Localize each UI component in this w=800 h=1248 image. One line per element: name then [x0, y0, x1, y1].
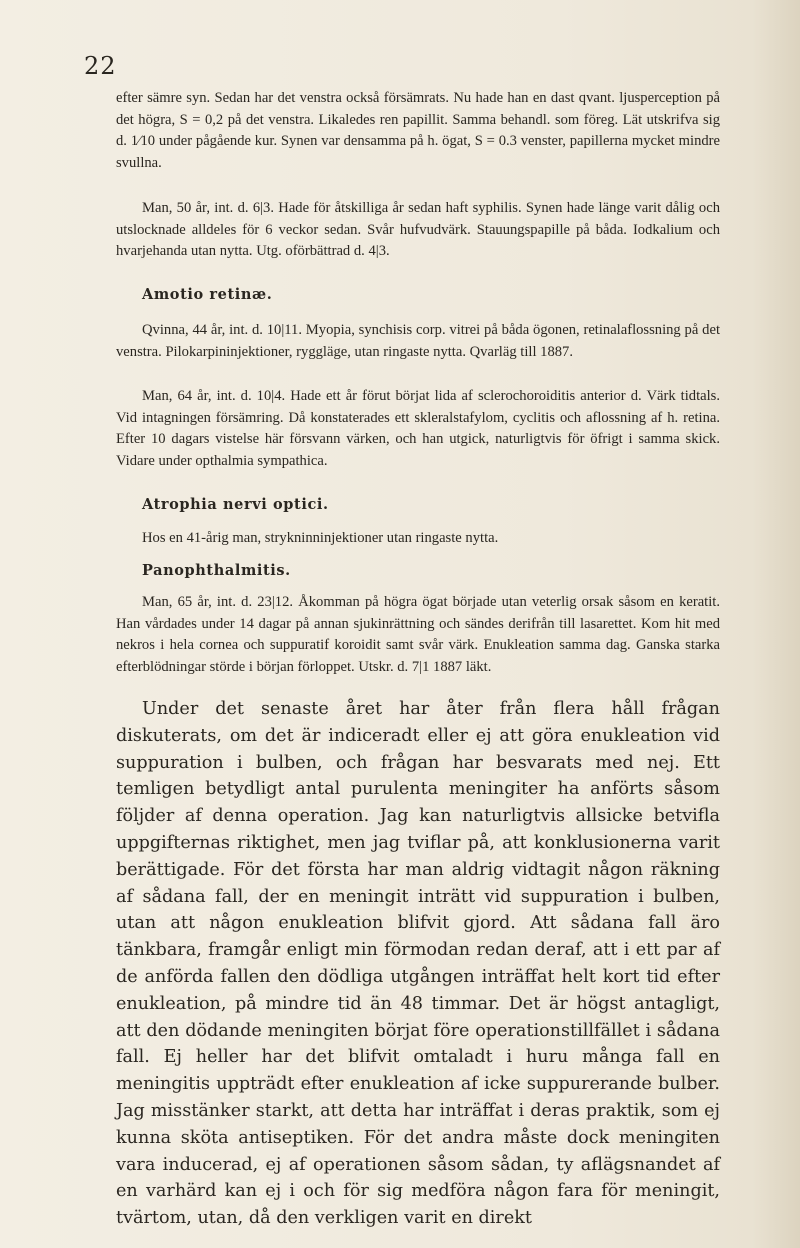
paragraph-case-papillitis: efter sämre syn. Sedan har det venstra också försämrats. Nu hade han en dast qvant. ljusperception på det högra, S = 0,2 på det venstra. Likaledes ren papillit. Samma behandl. som föreg. Lät utskrifva sig d. 1⁄10 under pågående kur. Synen var densamma på h. ögat, S = 0.3 venster, papillerna mycket mindre svullna. — [116, 90, 720, 171]
paragraph-discussion-enukleation: Under det senaste året har åter från flera håll frågan diskuterats, om det är indiceradt eller ej att göra enukleation vid suppuration i bulben, och frågan har besvarats med nej. Ett temligen betydligt antal purulenta meningiter ha anförts såsom följder af denna operation. Jag kan naturligtvis allsicke betvifla uppgifternas riktighet, men jag tviflar på, att konklusionerna varit berättigade. För det första har man aldrig vidtagit någon räkning af sådana fall, der en meningit inträtt vid suppuration i bulben, utan att någon enukleation blifvit gjord. Att sådana fall äro tänkbara, framgår enligt min förmodan redan deraf, att i ett par af de anförda fallen den dödliga utgången inträffat helt kort tid efter enukleation, på mindre tid än 48 timmar. Det är högst antagligt, att den dödande meningiten börjat före operationstillfället i sådana fall. Ej heller har det blifvit omtaladt i huru många fall en meningitis uppträdt efter enukleation af icke suppurerande bulber. Jag misstänker starkt, att detta har inträffat i deras praktik, som ej kunna sköta antiseptiken. För det andra måste dock meningiten vara inducerad, ej af operationen såsom sådan, ty aflägsnandet af en varhärd kan ej i och för sig medföra någon fara för meningit, tvärtom, utan, då den verkligen varit en direkt — [116, 699, 720, 1229]
section-panophthalmitis — [116, 562, 720, 579]
text-column-syphilis — [116, 198, 720, 263]
paragraph-case-sclerochoroiditis: Man, 64 år, int. d. 10|4. Hade ett år förut börjat lida af sclerochoroiditis anterior d. Värk tidtals. Vid intagningen försämring. Då konstaterades ett skleralstafylom, cyclitis och aflossning af h. retina. Efter 10 dagars vistelse här försvann värken, och han utgick, naturligtvis för öfrigt i samma skick. Vidare under opthalmia sympathica. — [116, 388, 720, 469]
paragraph-case-myopia: Qvinna, 44 år, int. d. 10|11. Myopia, synchisis corp. vitrei på båda ögonen, retinalaflossning på det venstra. Pilokarpininjektioner, ryggläge, utan ringaste nytta. Qvarläg till 1887. — [116, 322, 720, 360]
text-column-panophthalmitis — [116, 592, 720, 678]
text-column-amotio-2 — [116, 386, 720, 472]
page-number: 22 — [84, 52, 117, 80]
section-amotio — [116, 286, 720, 303]
paragraph-case-syphilis: Man, 50 år, int. d. 6|3. Hade för åtskilliga år sedan haft syphilis. Synen hade länge varit dålig och utslocknade alldeles för 6 veckor sedan. Svår hufvudvärk. Stauungspapille på båda. Iodkalium och hvarjehanda utan nytta. Utg. oförbättrad d. 4|3. — [116, 200, 720, 260]
section-heading-amotio-retinae: Amotio retinæ. — [142, 286, 273, 303]
text-column-atrophia — [116, 528, 720, 550]
section-heading-panophthalmitis: Panophthalmitis. — [142, 562, 291, 579]
text-column-amotio-1 — [116, 320, 720, 363]
paragraph-case-panophthalmitis: Man, 65 år, int. d. 23|12. Åkomman på högra ögat började utan veterlig orsak såsom en keratit. Han vårdades under 14 dagar på annan sjukinrättning och sändes derifrån till lasarettet. Kom hit med nekros i hela cornea och suppuratif koroidit samt svår värk. Enukleation samma dag. Ganska starka efterblödningar störde i början förloppet. Utskr. d. 7|1 1887 läkt. — [116, 594, 720, 675]
section-heading-atrophia-nervi-optici: Atrophia nervi optici. — [142, 496, 329, 513]
paragraph-case-atrophia: Hos en 41-årig man, strykninninjektioner utan ringaste nytta. — [142, 530, 499, 546]
section-atrophia — [116, 496, 720, 513]
text-column-discussion — [116, 696, 720, 1232]
text-column-top — [116, 88, 720, 174]
